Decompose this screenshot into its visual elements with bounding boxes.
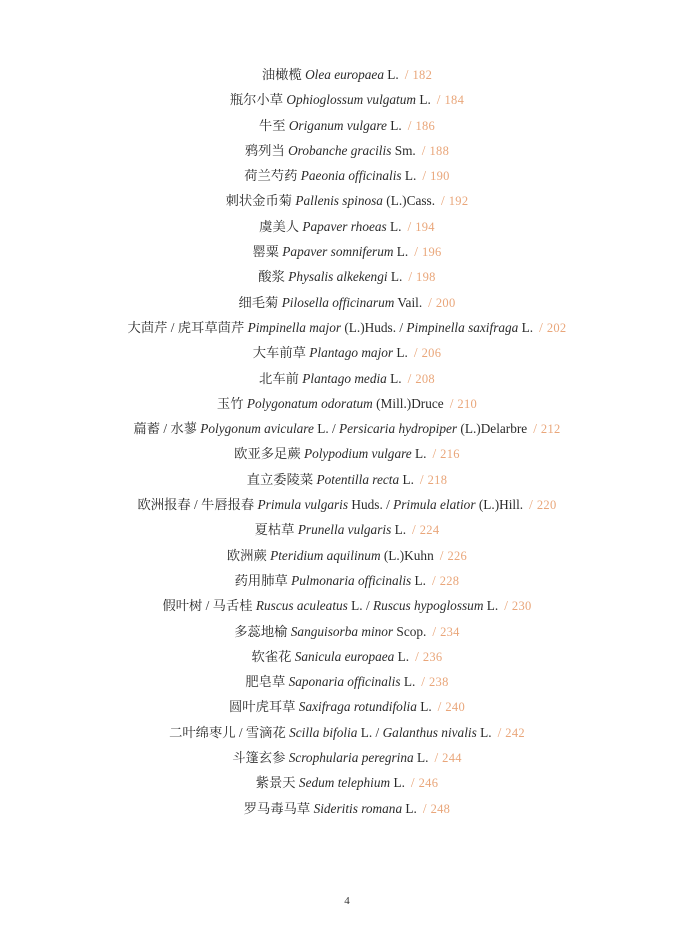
entry-text: 玉竹 — [216, 395, 247, 411]
scientific-name: Scilla bifolia — [289, 724, 358, 740]
entry-text: Huds. / — [348, 497, 394, 513]
page-number[interactable]: 208 — [415, 371, 435, 386]
toc-entry[interactable] — [0, 317, 694, 342]
scientific-name: Plantago major — [309, 345, 394, 361]
scientific-name: Sedum telephium — [298, 775, 391, 791]
entry-text: 荷兰芍药 — [244, 168, 301, 184]
page-number[interactable]: 224 — [419, 523, 440, 538]
page-number[interactable]: 182 — [412, 68, 433, 82]
toc-entry[interactable] — [0, 89, 694, 114]
page-number[interactable]: 190 — [430, 169, 450, 184]
page-separator: / — [410, 775, 415, 791]
scientific-name: Primula vulgaris — [257, 497, 349, 513]
entry-text: L. / — [347, 598, 373, 614]
page-separator: / — [533, 421, 537, 437]
entry-text: 欧洲报春 / 牛唇报春 — [137, 497, 258, 513]
entry-text: 牛至 — [258, 117, 289, 133]
entry-text: L. / — [357, 724, 383, 740]
page-separator: / — [414, 244, 418, 260]
toc-entry[interactable] — [0, 342, 694, 367]
page-separator: / — [436, 92, 441, 108]
entry-text: 直立委陵菜 — [246, 471, 317, 487]
entry-text: 刺状金币菊 — [225, 193, 296, 209]
scientific-name: Sanguisorba minor — [290, 623, 394, 639]
page-separator: / — [497, 724, 502, 740]
page-separator: / — [404, 67, 409, 82]
scientific-name: Potentilla recta — [316, 471, 400, 487]
entry-text: (Mill.)Druce — [372, 395, 444, 411]
entry-text: (L.)Cass. — [382, 193, 436, 209]
toc-entry[interactable] — [0, 545, 694, 570]
scientific-name: Pimpinella saxifraga — [406, 319, 519, 335]
entry-text: L. — [476, 724, 492, 740]
page-number[interactable]: 234 — [440, 624, 460, 639]
page-separator: / — [432, 446, 437, 462]
entry-text: 萹蓄 / 水蓼 — [133, 421, 201, 437]
page-separator: / — [422, 168, 427, 184]
entry-text: L. — [383, 67, 399, 82]
scientific-name: Polygonum aviculare — [200, 421, 314, 437]
entry-text: L. — [399, 471, 414, 487]
toc-entry[interactable] — [0, 519, 694, 544]
toc-entry[interactable] — [0, 798, 694, 823]
entry-text: L. — [411, 446, 427, 462]
page-number[interactable]: 240 — [445, 700, 466, 715]
page-number[interactable]: 238 — [428, 675, 449, 690]
scientific-name: Physalis alkekengi — [288, 269, 388, 285]
page-separator: / — [439, 547, 444, 563]
entry-text: L. — [394, 648, 410, 664]
toc-entry[interactable] — [0, 266, 694, 291]
entry-text: L. — [411, 572, 426, 588]
toc-entry[interactable] — [0, 747, 694, 772]
entry-text: Scop. — [393, 623, 427, 639]
entry-text: 酸浆 — [258, 269, 289, 285]
page-separator: / — [407, 218, 412, 234]
entry-text: L. — [386, 117, 402, 133]
page-separator: / — [449, 395, 454, 411]
scientific-name: Sideritis romana — [313, 800, 403, 816]
entry-text: L. — [413, 750, 429, 766]
entry-text: (L.)Kuhn — [380, 547, 434, 563]
scientific-name: Orobanche gracilis — [288, 142, 392, 158]
entry-text: L. — [386, 218, 402, 234]
entry-text: L. — [393, 244, 409, 260]
scientific-name: Pulmonaria officinalis — [291, 572, 412, 588]
scientific-name: Paeonia officinalis — [300, 168, 402, 184]
entry-text: L. — [400, 674, 416, 690]
entry-text: 北车前 — [259, 370, 303, 386]
page-number[interactable]: 198 — [416, 270, 436, 285]
entry-text: L. — [391, 522, 407, 538]
page-number[interactable]: 228 — [439, 573, 460, 588]
page-number[interactable]: 212 — [540, 422, 561, 437]
scientific-name: Origanum vulgare — [288, 117, 387, 133]
toc-entry[interactable] — [0, 368, 694, 393]
page-number[interactable]: 244 — [442, 751, 462, 766]
toc-entry[interactable] — [0, 646, 694, 671]
scientific-name: Ruscus aculeatus — [255, 598, 348, 614]
scientific-name: Saponaria officinalis — [288, 674, 401, 690]
entry-text: 虞美人 — [259, 218, 303, 234]
toc-entry[interactable] — [0, 292, 694, 317]
entry-text: L. — [387, 269, 403, 285]
scientific-name: Papaver somniferum — [282, 244, 394, 260]
scientific-name: Ruscus hypoglossum — [372, 598, 484, 614]
page-separator: / — [408, 269, 413, 285]
toc-entry[interactable] — [0, 696, 694, 721]
page-number[interactable]: 220 — [536, 498, 557, 513]
entry-text: L. — [416, 92, 431, 108]
page-separator: / — [437, 699, 442, 715]
scientific-name: Papaver rhoeas — [302, 218, 387, 234]
toc-entry[interactable] — [0, 621, 694, 646]
scientific-name: Primula elatior — [393, 497, 476, 513]
toc-entry[interactable] — [0, 241, 694, 266]
page-separator: / — [421, 674, 425, 690]
entry-text: 瓶尔小草 — [229, 92, 287, 108]
page-number[interactable]: 226 — [447, 548, 468, 563]
entry-text: 软雀花 — [251, 648, 295, 664]
scientific-name: Polygonatum odoratum — [246, 395, 373, 411]
toc-entry[interactable] — [0, 64, 694, 89]
page-separator: / — [412, 522, 416, 538]
entry-text: 油橄榄 — [261, 67, 306, 82]
entry-text: 圆叶虎耳草 — [228, 699, 299, 715]
page-separator: / — [407, 370, 412, 386]
scientific-name: Pilosella officinarum — [281, 294, 395, 310]
toc-entry[interactable] — [0, 494, 694, 519]
scientific-name: Polypodium vulgare — [303, 446, 412, 462]
entry-text: 多蕊地榆 — [234, 623, 291, 639]
page-separator: / — [407, 117, 412, 133]
page-separator: / — [539, 319, 543, 335]
page-number[interactable]: 230 — [511, 599, 532, 614]
toc-entry[interactable] — [0, 722, 694, 747]
toc-entry[interactable] — [0, 216, 694, 241]
page-number[interactable]: 246 — [418, 776, 439, 791]
page-number[interactable]: 216 — [440, 447, 460, 462]
toc-entry[interactable] — [0, 671, 694, 696]
toc-entry[interactable] — [0, 418, 694, 443]
entry-text: 罗马毒马草 — [243, 800, 314, 816]
page-separator: / — [422, 800, 427, 816]
page-number[interactable]: 188 — [429, 143, 450, 158]
entry-text: (L.)Huds. / — [341, 319, 407, 335]
scientific-name: Sanicula europaea — [294, 648, 395, 664]
toc-entry[interactable] — [0, 595, 694, 620]
page-separator: / — [434, 750, 439, 766]
entry-text: L. — [416, 699, 432, 715]
toc-entry[interactable] — [0, 190, 694, 215]
page-separator: / — [432, 623, 437, 639]
page-separator: / — [419, 471, 424, 487]
page-separator: / — [441, 193, 445, 209]
entry-text: L. / — [313, 421, 340, 437]
entry-text: 夏枯草 — [254, 522, 298, 538]
page-folio: 4 — [344, 895, 350, 907]
entry-text: 鸦列当 — [244, 142, 289, 158]
page-number[interactable]: 200 — [435, 295, 456, 310]
toc-entry[interactable] — [0, 393, 694, 418]
toc-entry[interactable] — [0, 140, 694, 165]
entry-text: 假叶树 / 马舌桂 — [162, 598, 256, 614]
scientific-name: Saxifraga rotundifolia — [298, 699, 417, 715]
entry-text: 二叶绵枣儿 / 雪滴花 — [169, 724, 290, 740]
page-separator: / — [431, 572, 436, 588]
entry-text: (L.)Delarbre — [457, 421, 528, 437]
entry-text: (L.)Hill. — [475, 497, 524, 513]
scientific-name: Plantago media — [302, 370, 387, 386]
entry-text: L. — [518, 319, 534, 335]
page-number[interactable]: 194 — [415, 219, 435, 234]
entry-text: 欧亚多足蕨 — [234, 446, 304, 462]
page-number[interactable]: 186 — [415, 118, 436, 133]
toc-entry[interactable] — [0, 115, 694, 140]
page-number[interactable]: 218 — [427, 472, 448, 487]
entry-text: L. — [402, 800, 417, 816]
page-number[interactable]: 202 — [546, 320, 567, 335]
table-of-contents — [0, 64, 694, 823]
page-number[interactable]: 196 — [421, 245, 442, 260]
entry-text: L. — [386, 370, 402, 386]
entry-text: 欧洲蕨 — [226, 547, 271, 563]
scientific-name: Ophioglossum vulgatum — [286, 92, 417, 108]
entry-text: L. — [401, 168, 417, 184]
page-separator: / — [421, 142, 426, 158]
entry-text: Vail. — [394, 294, 423, 310]
entry-text: L. — [393, 345, 408, 361]
page-separator: / — [415, 648, 419, 664]
entry-text: L. — [390, 775, 405, 791]
scientific-name: Olea europaea — [305, 67, 384, 82]
scientific-name: Prunella vulgaris — [297, 522, 392, 538]
scientific-name: Scrophularia peregrina — [288, 750, 414, 766]
entry-text: Sm. — [391, 142, 416, 158]
toc-entry[interactable] — [0, 165, 694, 190]
entry-text: 大车前草 — [252, 345, 310, 361]
entry-text: 药用肺草 — [234, 572, 292, 588]
page-number[interactable]: 206 — [421, 346, 442, 361]
entry-text: 斗篷玄参 — [232, 750, 289, 766]
toc-entry[interactable] — [0, 570, 694, 595]
page-number[interactable]: 192 — [448, 194, 469, 209]
page-separator: / — [504, 598, 508, 614]
scientific-name: Persicaria hydropiper — [339, 421, 458, 437]
entry-text: 细毛菊 — [238, 294, 282, 310]
toc-entry[interactable] — [0, 443, 694, 468]
scientific-name: Pallenis spinosa — [295, 193, 383, 209]
page-separator: / — [413, 345, 418, 361]
page-number[interactable]: 210 — [457, 396, 478, 411]
scientific-name: Pteridium aquilinum — [270, 547, 381, 563]
entry-text: 紫景天 — [255, 775, 299, 791]
page-number[interactable]: 184 — [444, 93, 465, 108]
entry-text: L. — [483, 598, 499, 614]
scientific-name: Galanthus nivalis — [382, 724, 477, 740]
scientific-name: Pimpinella major — [247, 319, 342, 335]
page-number[interactable]: 248 — [430, 801, 451, 816]
toc-entry[interactable] — [0, 469, 694, 494]
page-separator: / — [529, 497, 533, 513]
entry-text: 肥皂草 — [245, 674, 289, 690]
page-number[interactable]: 242 — [505, 725, 525, 740]
page-number[interactable]: 236 — [422, 649, 443, 664]
page-separator: / — [428, 294, 432, 310]
toc-entry[interactable] — [0, 772, 694, 797]
entry-text: 大茴芹 / 虎耳草茴芹 — [127, 319, 248, 335]
entry-text: 罂粟 — [252, 244, 283, 260]
